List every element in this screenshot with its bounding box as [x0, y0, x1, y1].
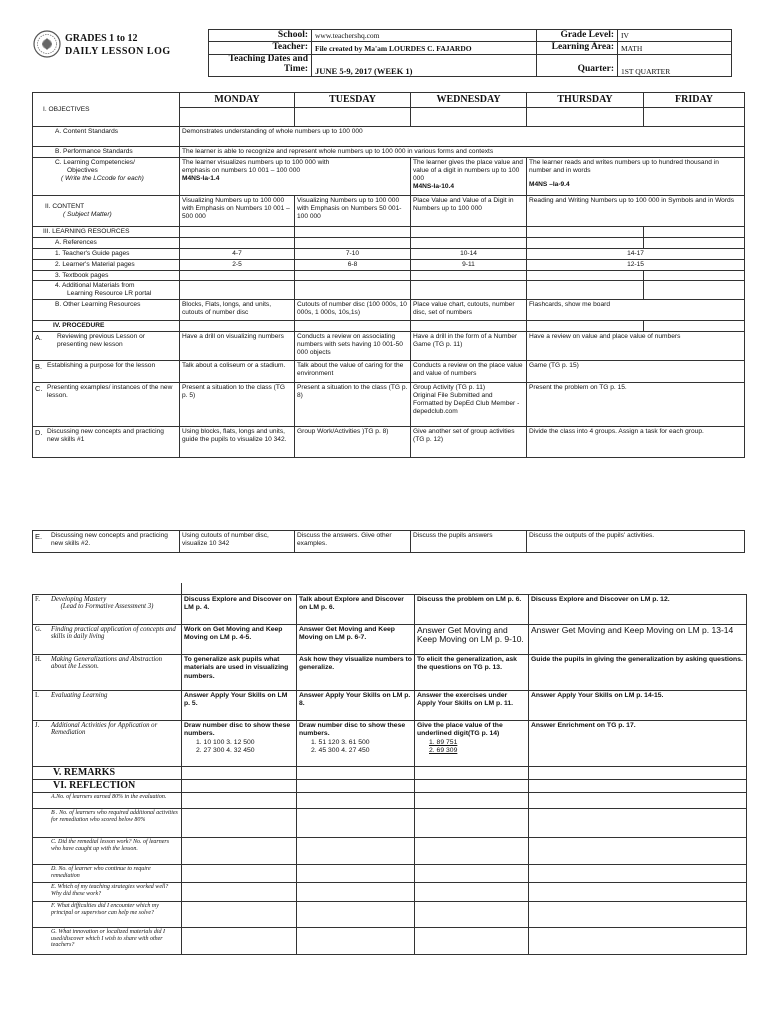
day-wednesday: WEDNESDAY — [411, 93, 527, 108]
procedure-i-wednesday: Answer the exercises under Apply Your Skills on LM p. 11. — [415, 691, 529, 721]
content-standards-label: A. Content Standards — [33, 127, 180, 147]
other-resources-label: B. Other Learning Resources — [33, 300, 180, 321]
procedure-d-thursday: Divide the class into 4 groups. Assign a task for each group. — [527, 427, 745, 458]
school-value: www.teachershq.com — [312, 30, 537, 42]
additional-materials-label: 4. Additional Materials from Learning Resource LR portal — [33, 281, 180, 300]
day-monday: MONDAY — [180, 93, 295, 108]
procedure-a-thursday: Have a review on value and place value of numbers — [527, 332, 745, 361]
performance-standards-value: The learner is able to recognize and represent whole numbers up to 100 000 in various forms and contexts — [180, 147, 745, 158]
procedure-h-wednesday: To elicit the generalization, ask the questions on TG p. 13. — [415, 655, 529, 691]
reflection-item-c: C. Did the remedial lesson work? No. of learners who have caught up with the lesson. — [33, 838, 182, 865]
procedure-h-monday: To generalize ask pupils what materials are used in visualizing numbers. — [182, 655, 297, 691]
procedure-f-monday: Discuss Explore and Discover on LM p. 4. — [182, 595, 297, 625]
teaching-dates-value: JUNE 5-9, 2017 (WEEK 1) — [312, 54, 537, 76]
procedure-i-monday: Answer Apply Your Skills on LM p. 5. — [182, 691, 297, 721]
content-label: II. CONTENT ( Subject Matter) — [33, 195, 180, 226]
procedure-h-tuesday: Ask how they visualize numbers to generalize. — [297, 655, 415, 691]
tg-thursday: 14-17 — [527, 248, 745, 259]
other-resources-tuesday: Cutouts of number disc (100 000s, 10 000s, 1 000s, 10s,1s) — [295, 300, 411, 321]
procedure-b-label: B. Establishing a purpose for the lesson — [33, 361, 180, 383]
procedure-f-tuesday: Talk about Explore and Discover on LM p. 6. — [297, 595, 415, 625]
lm-wednesday: 9-11 — [411, 259, 527, 270]
day-tuesday: TUESDAY — [295, 93, 411, 108]
lm-thursday: 12-15 — [527, 259, 745, 270]
learning-area-label: Learning Area: — [537, 42, 618, 54]
lm-monday: 2-5 — [180, 259, 295, 270]
reflection-item-f: F. What difficulties did I encounter which my principal or supervisor can help me solve? — [33, 902, 182, 928]
procedure-a-label: A. Reviewing previous Lesson or presenting new lesson — [33, 332, 180, 361]
reflection-item-e: E. Which of my teaching strategies worked well? Why did these work? — [33, 883, 182, 902]
learning-resources-heading: III. LEARNING RESOURCES — [33, 226, 180, 237]
procedure-b-wednesday: Conducts a review on the place value and value of numbers — [411, 361, 527, 383]
procedure-a-tuesday: Conducts a review on associating numbers with sets having 10 001-50 000 objects — [295, 332, 411, 361]
tg-wednesday: 10-14 — [411, 248, 527, 259]
learners-material-label: 2. Learner's Material pages — [33, 259, 180, 270]
procedure-d-monday: Using blocks, flats, longs and units, guide the pupils to visualize 10 342. — [180, 427, 295, 458]
tg-tuesday: 7-10 — [295, 248, 411, 259]
other-resources-monday: Blocks, Flats, longs, and units, cutouts of number disc — [180, 300, 295, 321]
procedure-e-wednesday: Discuss the pupils answers — [411, 531, 527, 553]
competency-monday: The learner visualizes numbers up to 100 000 with emphasis on numbers 10 001 – 100 000 M4NS-Ia-1.4 — [180, 157, 411, 195]
procedure-g-label: G. Finding practical application of concepts and skills in daily living — [33, 625, 182, 655]
procedure-a-wednesday: Have a drill in the form of a Number Game (TG p. 11) — [411, 332, 527, 361]
content-tuesday: Visualizing Numbers up to 100 000 with Emphasis on Numbers 50 001- 100 000 — [295, 195, 411, 226]
competency-wednesday: The learner gives the place value and value of a digit in numbers up to 100 000 M4NS-Ia-10.4 — [411, 157, 527, 195]
procedure-h-thursday: Guide the pupils in giving the generalization by asking questions. — [529, 655, 747, 691]
procedure-b-tuesday: Talk about the value of caring for the environment — [295, 361, 411, 383]
procedure-j-thursday: Answer Enrichment on TG p. 17. — [529, 721, 747, 767]
remarks-heading: V. REMARKS — [33, 767, 182, 780]
title-line-2: DAILY LESSON LOG — [65, 46, 171, 57]
day-friday: FRIDAY — [644, 93, 745, 108]
teacher-label: Teacher: — [209, 42, 312, 54]
procedure-j-label: J. Additional Activities for Application or Remediation — [33, 721, 182, 767]
reflection-table — [32, 792, 747, 955]
procedure-a-monday: Have a drill on visualizing numbers — [180, 332, 295, 361]
procedure-f-label: F. Developing Mastery (Lead to Formative Assessment 3) — [33, 595, 182, 625]
content-wednesday: Place Value and Value of a Digit in Numbers up to 100 000 — [411, 195, 527, 226]
reflection-heading: VI. REFLECTION — [33, 780, 182, 793]
procedure-i-label: I. Evaluating Learning — [33, 691, 182, 721]
other-resources-wednesday: Place value chart, cutouts, number disc, set of numbers — [411, 300, 527, 321]
procedure-c-thursday: Present the problem on TG p. 15. — [527, 383, 745, 427]
procedure-d-wednesday: Give another set of group activities (TG p. 12) — [411, 427, 527, 458]
procedure-g-wednesday: Answer Get Moving and Keep Moving on LM p. 9-10. — [415, 625, 529, 655]
procedure-c-monday: Present a situation to the class (TG p. 5) — [180, 383, 295, 427]
procedure-i-thursday: Answer Apply Your Skills on LM p. 14-15. — [529, 691, 747, 721]
procedure-e-monday: Using cutouts of number disc, visualize 10 342 — [180, 531, 295, 553]
procedure-heading: IV. PROCEDURE — [33, 321, 180, 332]
other-resources-thursday: Flashcards, show me board — [527, 300, 745, 321]
procedure-f-wednesday: Discuss the problem on LM p. 6. — [415, 595, 529, 625]
title-line-1: GRADES 1 to 12 — [65, 33, 138, 44]
grade-level-value: IV — [618, 30, 732, 42]
learning-area-value: MATH — [618, 42, 732, 54]
competency-thursday: The learner reads and writes numbers up to hundred thousand in number and in words M4NS –Ia-9.4 — [527, 157, 745, 195]
procedure-d-tuesday: Group Work/Activities )TG p. 8) — [295, 427, 411, 458]
reflection-item-a: A.No. of learners earned 80% in the evaluation. — [33, 793, 182, 809]
teacher-value: File created by Ma'am LOURDES C. FAJARDO — [312, 42, 537, 54]
lesson-log-table — [32, 92, 745, 458]
deped-seal-logo — [33, 30, 61, 58]
textbook-label: 3. Textbook pages — [33, 270, 180, 281]
reflection-item-d: D. No. of learner who continue to require remediation — [33, 865, 182, 883]
procedure-i-tuesday: Answer Apply Your Skills on LM p. 8. — [297, 691, 415, 721]
procedure-b-monday: Talk about a coliseum or a stadium. — [180, 361, 295, 383]
procedure-e-table — [32, 530, 745, 553]
procedure-e-tuesday: Discuss the answers. Give other examples. — [295, 531, 411, 553]
lm-tuesday: 6-8 — [295, 259, 411, 270]
header-table — [208, 29, 732, 77]
procedure-g-tuesday: Answer Get Moving and Keep Moving on LM p. 6-7. — [297, 625, 415, 655]
grade-level-label: Grade Level: — [537, 30, 618, 42]
procedure-h-label: H. Making Generalizations and Abstraction about the Lesson. — [33, 655, 182, 691]
content-thursday: Reading and Writing Numbers up to 100 000 in Symbols and in Words — [527, 195, 745, 226]
performance-standards-label: B. Performance Standards — [33, 147, 180, 158]
teaching-dates-label: Teaching Dates and Time: — [209, 54, 312, 76]
quarter-label: Quarter: — [537, 54, 618, 76]
procedure-d-label: D. Discussing new concepts and practicing new skills #1 — [33, 427, 180, 458]
procedure-g-thursday: Answer Get Moving and Keep Moving on LM p. 13-14 — [529, 625, 747, 655]
procedure-j-wednesday: Give the place value of the underlined digit(TG p. 14) 1. 89 751 2. 69 309 — [415, 721, 529, 767]
procedure-c-wednesday: Group Activity (TG p. 11) Original File Submitted and Formatted by DepEd Club Member - depedclub.com — [411, 383, 527, 427]
reflection-item-b: B . No. of learners who required additional activities for remediation who scored below 80% — [33, 809, 182, 838]
procedure-g-monday: Work on Get Moving and Keep Moving on LM p. 4-5. — [182, 625, 297, 655]
competencies-label: C. Learning Competencies/ Objectives ( Write the LCcode for each) — [33, 157, 180, 195]
day-thursday: THURSDAY — [527, 93, 644, 108]
procedure-b-thursday: Game (TG p. 15) — [527, 361, 745, 383]
content-monday: Visualizing Numbers up to 100 000 with Emphasis on Numbers 10 001 – 500 000 — [180, 195, 295, 226]
references-label: A. References — [33, 237, 180, 248]
procedure-j-monday: Draw number disc to show these numbers. 1. 10 100 3. 12 500 2. 27 300 4. 32 450 — [182, 721, 297, 767]
content-standards-value: Demonstrates understanding of whole numbers up to 100 000 — [180, 127, 745, 147]
procedure-e-label: E. Discussing new concepts and practicing new skills #2. — [33, 531, 180, 553]
quarter-value: 1ST QUARTER — [618, 54, 732, 76]
tg-monday: 4-7 — [180, 248, 295, 259]
procedure-e-thursday: Discuss the outputs of the pupils' activities. — [527, 531, 745, 553]
procedure-c-label: C. Presenting examples/ instances of the new lesson. — [33, 383, 180, 427]
objectives-heading: I. OBJECTIVES — [33, 93, 180, 127]
procedure-f-thursday: Discuss Explore and Discover on LM p. 12. — [529, 595, 747, 625]
lower-table — [32, 594, 747, 793]
procedure-j-tuesday: Draw number disc to show these numbers. 1. 51 120 3. 61 500 2. 45 300 4. 27 450 — [297, 721, 415, 767]
reflection-item-g: G. What innovation or localized materials did I used/discover which I wish to share with other teachers? — [33, 928, 182, 955]
school-label: School: — [209, 30, 312, 42]
procedure-c-tuesday: Present a situation to the class (TG p. 8) — [295, 383, 411, 427]
teachers-guide-label: 1. Teacher's Guide pages — [33, 248, 180, 259]
